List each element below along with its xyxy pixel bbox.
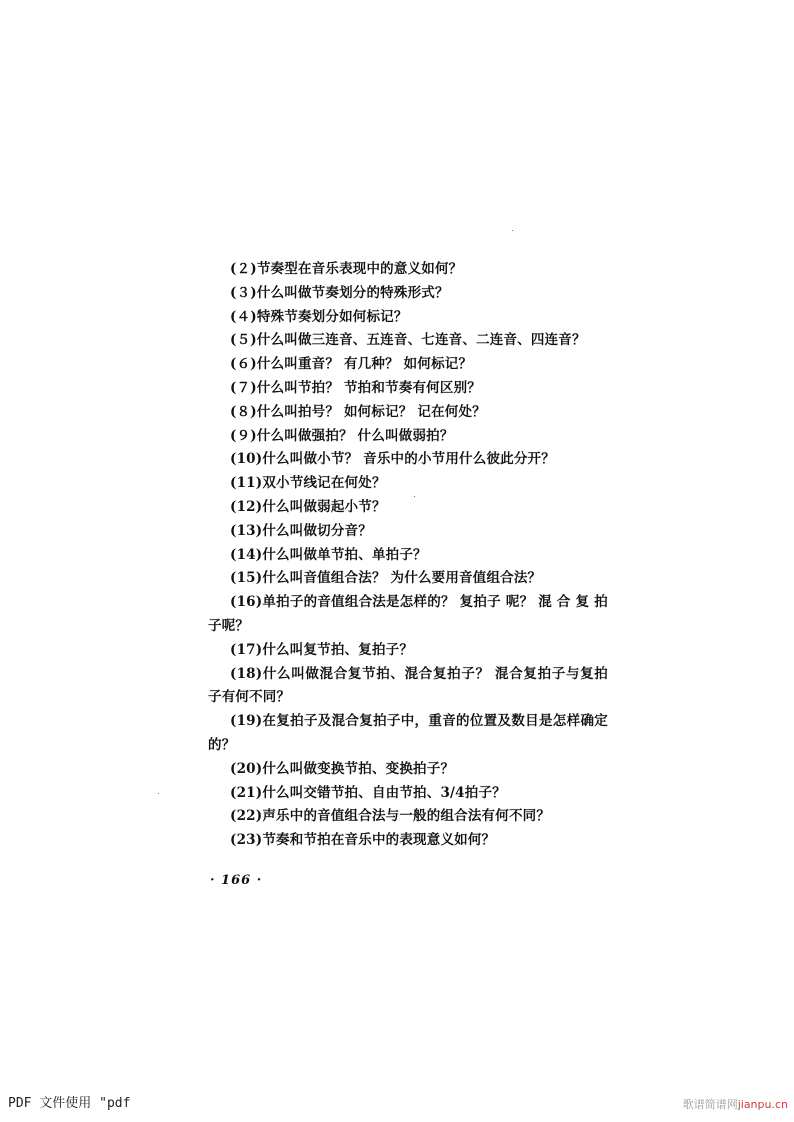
question-item: (22)声乐中的音值组合法与一般的组合法有何不同？ [230,808,551,825]
question-item: (２)节奏型在音乐表现中的意义如何？ [230,261,463,277]
question-item: (５)什么叫做三连音、五连音、七连音、二连音、四连音？ [230,332,586,349]
question-item: (19)在复拍子及混合复拍子中，重音的位置及数目是怎样确定的？ [208,713,608,753]
question-item: (３)什么叫做节奏划分的特殊形式？ [230,284,449,301]
question-item: (10)什么叫做小节？ 音乐中的小节用什么彼此分开？ [230,451,555,468]
question-item: (11)双小节线记在何处？ [230,475,386,492]
question-item: (17)什么叫复节拍、复拍子？ [230,641,414,658]
question-item: (４)特殊节奏划分如何标记？ [230,308,408,325]
question-item: (18)什么叫做混合复节拍、混合复拍子？ 混合复拍子与复拍子有何不同？ [208,665,608,706]
question-item: (12)什么叫做弱起小节？ [230,498,386,515]
question-list [208,258,608,853]
scan-speck [512,230,513,231]
question-item: (７)什么叫节拍？ 节拍和节奏有何区别？ [230,379,481,396]
question-item: (６)什么叫重音？ 有几种？ 如何标记？ [230,356,473,373]
scan-speck [158,793,159,794]
question-item: (16)单拍子的音值组合法是怎样的？ 复拍子 呢？ 混 合 复 拍子呢？ [208,594,608,634]
question-item: (９)什么叫做强拍？ 什么叫做弱拍？ [230,427,454,444]
question-item: (21)什么叫交错节拍、自由节拍、3/4拍子？ [230,784,506,801]
question-item: (８)什么叫拍号？ 如何标记？ 记在何处？ [230,403,486,420]
question-item: (14)什么叫做单节拍、单拍子？ [230,546,427,563]
watermark-domain: jianpu.cn [737,1098,788,1111]
question-item: (20)什么叫做变换节拍、变换拍子？ [230,760,455,777]
question-item: (15)什么叫音值组合法？ 为什么要用音值组合法？ [230,570,542,587]
question-item: (13)什么叫做切分音？ [230,522,372,539]
page-number: · 166 · [210,873,263,888]
site-watermark [683,1096,788,1112]
question-item: (23)节奏和节拍在音乐中的表现意义如何？ [230,832,496,849]
watermark-prefix: 歌谱简谱网 [682,1098,738,1111]
pdf-footer-text: PDF 文件使用 "pdf [8,1096,131,1111]
